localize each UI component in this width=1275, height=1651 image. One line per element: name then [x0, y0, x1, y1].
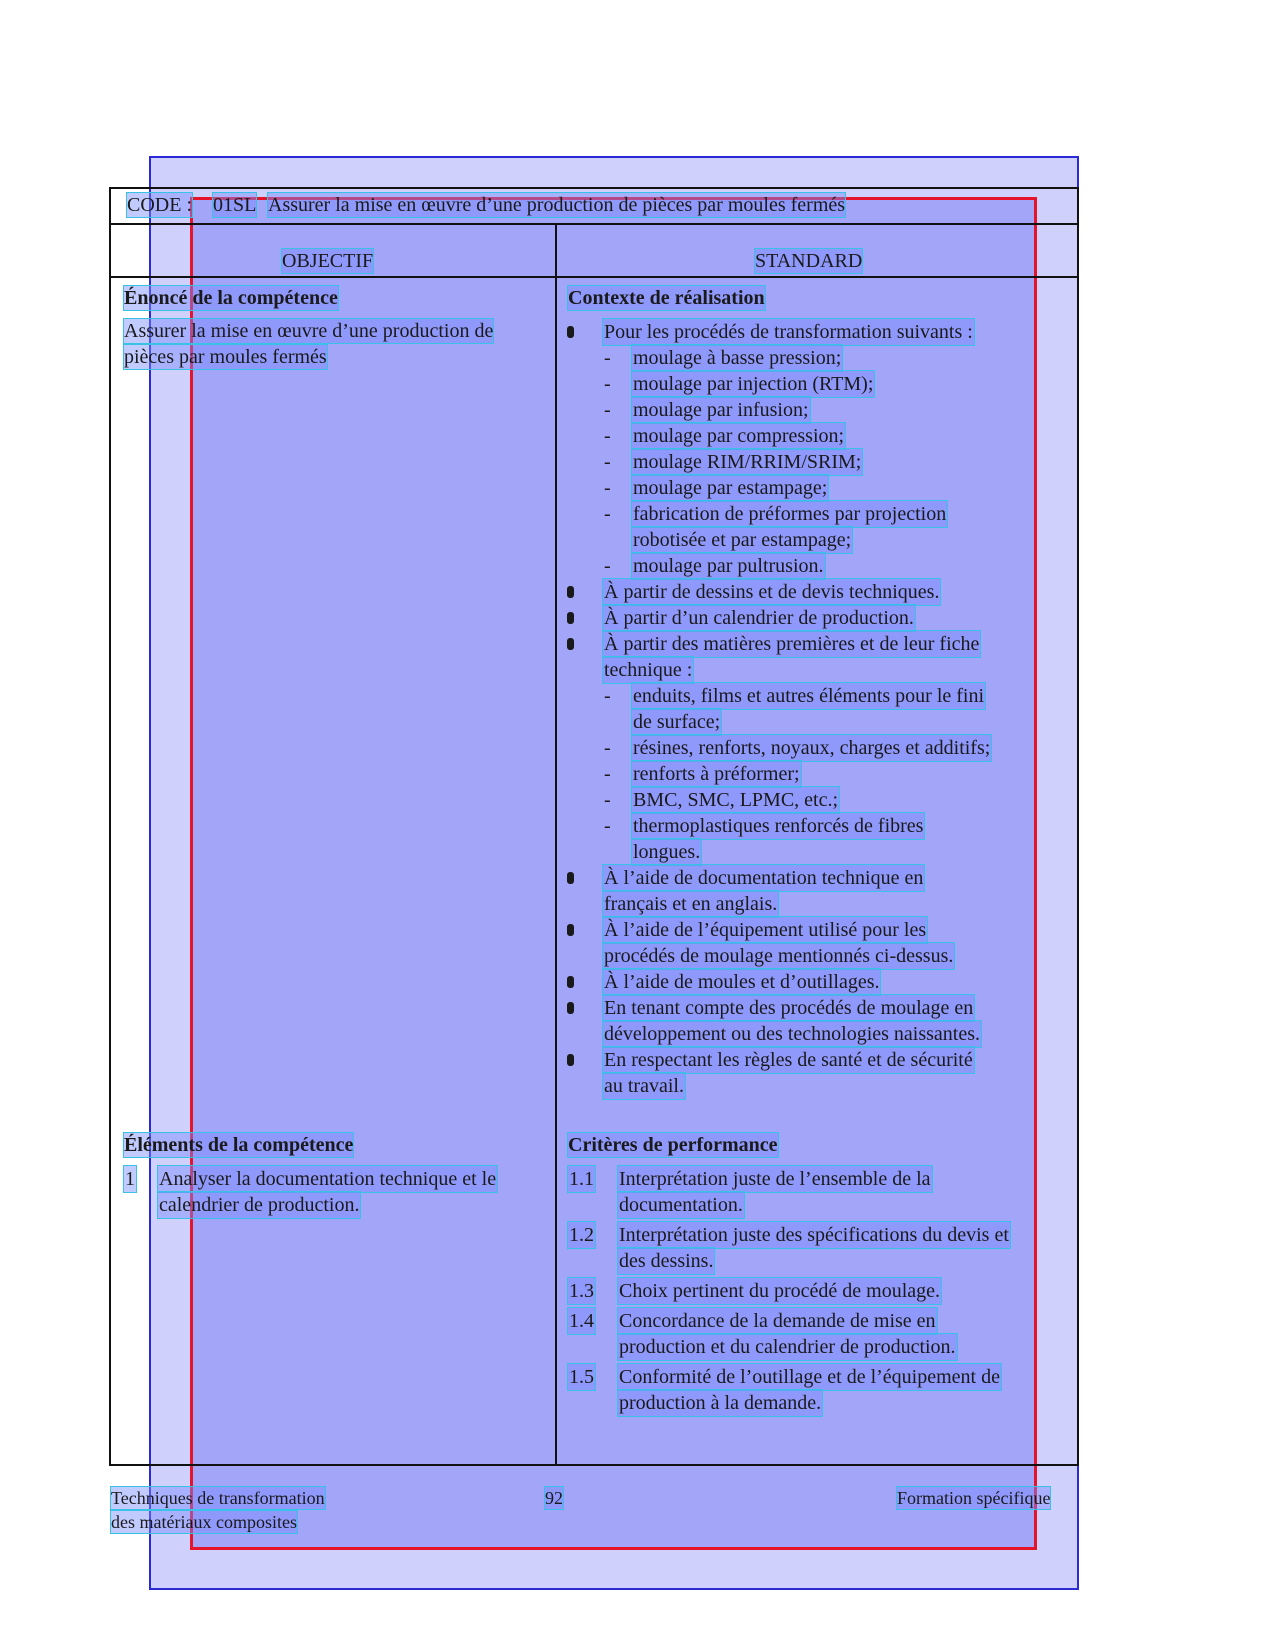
bullet-dot-icon [567, 586, 574, 598]
dash-item [604, 683, 985, 735]
item-body [632, 735, 991, 761]
item-body [632, 449, 862, 475]
dash-item [604, 787, 839, 813]
table-right-border [1077, 187, 1079, 1466]
item-body [632, 683, 985, 735]
dash-item [604, 371, 874, 397]
item-body [632, 787, 839, 813]
item-body [632, 813, 924, 865]
dash-icon: - [604, 685, 611, 707]
critere-body [618, 1308, 957, 1360]
item-text-line: production à la demande. [619, 1392, 822, 1414]
item-body [603, 995, 981, 1047]
critere-number: 1.2 [569, 1224, 594, 1246]
dash-item [604, 501, 947, 553]
item-body [632, 397, 810, 423]
bullet-icon [567, 605, 574, 631]
item-body [603, 319, 974, 345]
item-body [603, 917, 954, 969]
table-left-border [109, 187, 111, 1466]
item-text-line: moulage par injection (RTM); [633, 373, 874, 395]
dash-item [604, 449, 862, 475]
item-body [632, 475, 828, 501]
header-divider [109, 223, 1079, 225]
item-text-line: Pour les procédés de transformation suivants : [604, 321, 973, 343]
bullet-dot-icon [567, 326, 574, 338]
page-number: 92 [545, 1488, 563, 1508]
item-body [632, 553, 825, 579]
item-text-line: fabrication de préformes par projection [633, 503, 947, 525]
critere-number: 1.5 [569, 1366, 594, 1388]
bullet-icon [567, 319, 574, 345]
critere-number: 1.4 [569, 1310, 594, 1332]
item-body [632, 371, 874, 397]
item-text-line: au travail. [604, 1075, 684, 1097]
table-top-border [109, 187, 1079, 189]
item-text-line: À partir d’un calendrier de production. [604, 607, 914, 629]
bullet-icon [567, 995, 574, 1021]
item-text-line: Choix pertinent du procédé de moulage. [619, 1280, 941, 1302]
critere-item [568, 1166, 932, 1218]
bullet-item [567, 917, 954, 969]
item-body [603, 1047, 974, 1099]
critere-body [618, 1364, 1001, 1416]
item-text-line: moulage par compression; [633, 425, 845, 447]
item-text-line: Conformité de l’outillage et de l’équipement de [619, 1366, 1000, 1388]
bullet-item [567, 995, 981, 1047]
dash-icon: - [604, 503, 611, 525]
bullet-icon [567, 631, 574, 657]
element-number: 1 [125, 1168, 135, 1190]
critere-item [568, 1364, 1001, 1416]
contexte-heading: Contexte de réalisation [568, 287, 765, 309]
item-body [632, 423, 845, 449]
bullet-icon [567, 969, 574, 995]
critere-number: 1.3 [569, 1280, 594, 1302]
bullet-dot-icon [567, 924, 574, 936]
dash-icon: - [604, 789, 611, 811]
code-label: CODE : [127, 194, 192, 216]
enonce-line: pièces par moules fermés [124, 346, 327, 368]
item-text-line: français et en anglais. [604, 893, 778, 915]
item-text-line: documentation. [619, 1194, 743, 1216]
elements-heading: Éléments de la compétence [124, 1134, 354, 1156]
item-text-line: En respectant les règles de santé et de sécurité [604, 1049, 973, 1071]
standard-header: STANDARD [755, 250, 863, 272]
dash-item [604, 475, 828, 501]
item-text-line: renforts à préformer; [633, 763, 800, 785]
item-text-line: À l’aide de moules et d’outillages. [604, 971, 880, 993]
bullet-dot-icon [567, 1054, 574, 1066]
element-body [158, 1166, 497, 1218]
item-text-line: thermoplastiques renforcés de fibres [633, 815, 924, 837]
dash-item [604, 735, 991, 761]
bullet-icon [567, 579, 574, 605]
bullet-item [567, 319, 974, 345]
footer-left-line: des matériaux composites [111, 1512, 297, 1532]
objectif-header: OBJECTIF [282, 250, 374, 272]
item-body [603, 631, 980, 683]
item-text-line: de surface; [633, 711, 721, 733]
dash-icon: - [604, 555, 611, 577]
item-body [603, 605, 915, 631]
item-text-line: À partir de dessins et de devis techniques. [604, 581, 940, 603]
bullet-dot-icon [567, 612, 574, 624]
item-text-line: moulage par infusion; [633, 399, 809, 421]
columns-divider [109, 276, 1079, 278]
item-body [603, 579, 940, 605]
bullet-icon [567, 1047, 574, 1073]
code-title: Assurer la mise en œuvre d’une production de pièces par moules fermés [268, 194, 846, 216]
bullet-dot-icon [567, 1002, 574, 1014]
dash-item [604, 553, 825, 579]
item-text-line: En tenant compte des procédés de moulage en [604, 997, 974, 1019]
critere-number: 1.1 [569, 1168, 594, 1190]
enonce-line: Assurer la mise en œuvre d’une production de [124, 320, 494, 342]
critere-body [618, 1222, 1010, 1274]
dash-item [604, 813, 924, 865]
item-text-line: moulage à basse pression; [633, 347, 842, 369]
column-separator [555, 223, 557, 1466]
enonce-heading: Énoncé de la compétence [124, 287, 338, 309]
bullet-item [567, 1047, 974, 1099]
item-text-line: technique : [604, 659, 693, 681]
item-text-line: longues. [633, 841, 701, 863]
dash-item [604, 397, 810, 423]
element-item [124, 1166, 497, 1218]
item-text-line: BMC, SMC, LPMC, etc.; [633, 789, 839, 811]
item-text-line: procédés de moulage mentionnés ci-dessus. [604, 945, 954, 967]
dash-icon: - [604, 763, 611, 785]
dash-icon: - [604, 425, 611, 447]
item-text-line: moulage par estampage; [633, 477, 828, 499]
critere-item [568, 1308, 957, 1360]
critere-item [568, 1222, 1010, 1274]
dash-icon: - [604, 737, 611, 759]
item-body [603, 865, 924, 917]
dash-icon: - [604, 477, 611, 499]
criteres-heading: Critères de performance [568, 1134, 778, 1156]
item-text-line: À l’aide de l’équipement utilisé pour les [604, 919, 927, 941]
bullet-dot-icon [567, 638, 574, 650]
item-body [632, 345, 842, 371]
item-text-line: développement ou des technologies naissantes. [604, 1023, 981, 1045]
dash-icon: - [604, 373, 611, 395]
item-text-line: Interprétation juste des spécifications du devis et [619, 1224, 1009, 1246]
footer-right: Formation spécifique [897, 1488, 1051, 1508]
bullet-icon [567, 917, 574, 943]
bullet-item [567, 605, 915, 631]
dash-item [604, 761, 801, 787]
item-body [603, 969, 880, 995]
critere-body [618, 1278, 941, 1304]
bullet-item [567, 969, 880, 995]
item-text-line: À l’aide de documentation technique en [604, 867, 924, 889]
item-text-line: Interprétation juste de l’ensemble de la [619, 1168, 931, 1190]
item-body [632, 501, 947, 553]
critere-body [618, 1166, 932, 1218]
item-text-line: calendrier de production. [159, 1194, 360, 1216]
item-body [632, 761, 801, 787]
item-text-line: Analyser la documentation technique et le [159, 1168, 497, 1190]
item-text-line: À partir des matières premières et de leur fiche [604, 633, 980, 655]
critere-item [568, 1278, 941, 1304]
item-text-line: moulage RIM/RRIM/SRIM; [633, 451, 862, 473]
bullet-dot-icon [567, 872, 574, 884]
item-text-line: des dessins. [619, 1250, 714, 1272]
table-bottom-border [109, 1464, 1079, 1466]
bullet-item [567, 579, 940, 605]
item-text-line: Concordance de la demande de mise en [619, 1310, 936, 1332]
dash-icon: - [604, 815, 611, 837]
dash-icon: - [604, 399, 611, 421]
bullet-item [567, 631, 980, 683]
bullet-dot-icon [567, 976, 574, 988]
dash-icon: - [604, 451, 611, 473]
dash-item [604, 423, 845, 449]
item-text-line: enduits, films et autres éléments pour le fini [633, 685, 985, 707]
dash-icon: - [604, 347, 611, 369]
bullet-item [567, 865, 924, 917]
bullet-icon [567, 865, 574, 891]
item-text-line: résines, renforts, noyaux, charges et additifs; [633, 737, 991, 759]
item-text-line: production et du calendrier de production. [619, 1336, 956, 1358]
code-value: 01SL [213, 194, 257, 216]
item-text-line: robotisée et par estampage; [633, 529, 852, 551]
dash-item [604, 345, 842, 371]
footer-left-line: Techniques de transformation [111, 1488, 325, 1508]
item-text-line: moulage par pultrusion. [633, 555, 824, 577]
